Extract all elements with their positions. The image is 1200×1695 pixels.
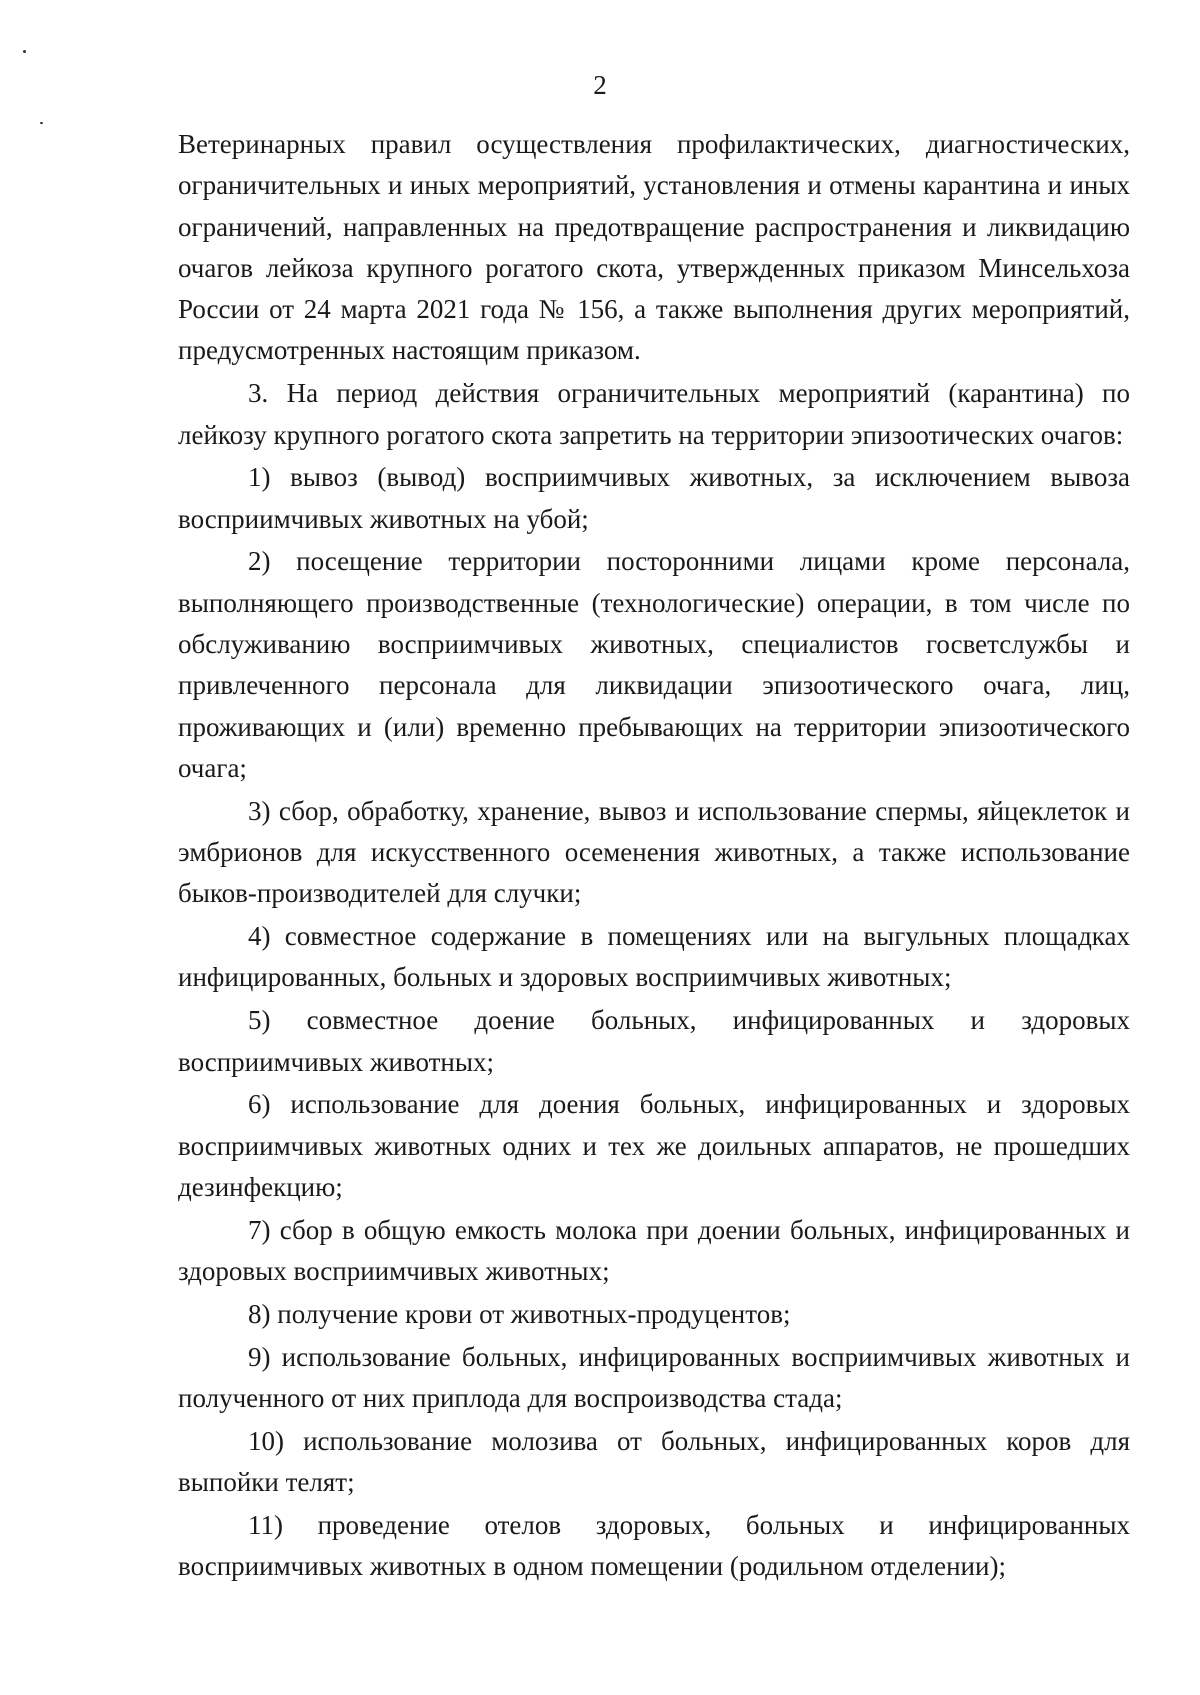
list-item: 2) посещение территории посторонними лицами кроме персонала, выполняющего производственные (технологические) операции, в том числе по обслуживанию восприимчивых животных, специалистов госветслужбы и привлеченного персонала для ликвидации эпизоотического очага, лиц, проживающих и (или) временно пребывающих на территории эпизоотического очага; xyxy=(178,546,1130,783)
list-item: 8) получение крови от животных-продуцентов; xyxy=(248,1298,791,1329)
list-item: 6) использование для доения больных, инфицированных и здоровых восприимчивых животных одних и тех же доильных аппаратов, не прошедших дезинфекцию; xyxy=(178,1089,1130,1202)
list-item: 4) совместное содержание в помещениях или на выгульных площадках инфицированных, больных и здоровых восприимчивых животных; xyxy=(178,921,1130,993)
list-item: 5) совместное доение больных, инфицированных и здоровых восприимчивых животных; xyxy=(178,1005,1130,1077)
list-item: 3) сбор, обработку, хранение, вывоз и использование спермы, яйцеклеток и эмбрионов для искусственного осеменения животных, а также использование быков-производителей для случки; xyxy=(178,795,1130,909)
document-body xyxy=(178,124,1130,1589)
paragraph: Ветеринарных правил осуществления профилактических, диагностических, ограничительных и иных мероприятий, установления и отмены карантина и иных ограничений, направленных на предотвращение распространения и ликвидацию очагов лейкоза крупного рогатого скота, утвержденных приказом Минсельхоза России от 24 марта 2021 года № 156, а также выполнения других мероприятий, предусмотренных настоящим приказом. xyxy=(178,129,1130,366)
scan-speck xyxy=(40,122,43,124)
list-item: 11) проведение отелов здоровых, больных и инфицированных восприимчивых животных в одном помещении (родильном отделении); xyxy=(178,1509,1130,1582)
list-item: 9) использование больных, инфицированных восприимчивых животных и полученного от них приплода для воспроизводства стада; xyxy=(178,1341,1130,1413)
paragraph: 3. На период действия ограничительных мероприятий (карантина) по лейкозу крупного рогатого скота запретить на территории эпизоотических очагов: xyxy=(178,378,1130,450)
list-item: 10) использование молозива от больных, инфицированных коров для выпойки телят; xyxy=(178,1425,1130,1497)
list-item: 7) сбор в общую емкость молока при доении больных, инфицированных и здоровых восприимчивых животных; xyxy=(178,1214,1130,1287)
list-item: 1) вывоз (вывод) восприимчивых животных, за исключением вывоза восприимчивых животных на убой; xyxy=(178,462,1130,534)
page-number: 2 xyxy=(593,70,607,100)
scan-speck xyxy=(23,50,26,53)
